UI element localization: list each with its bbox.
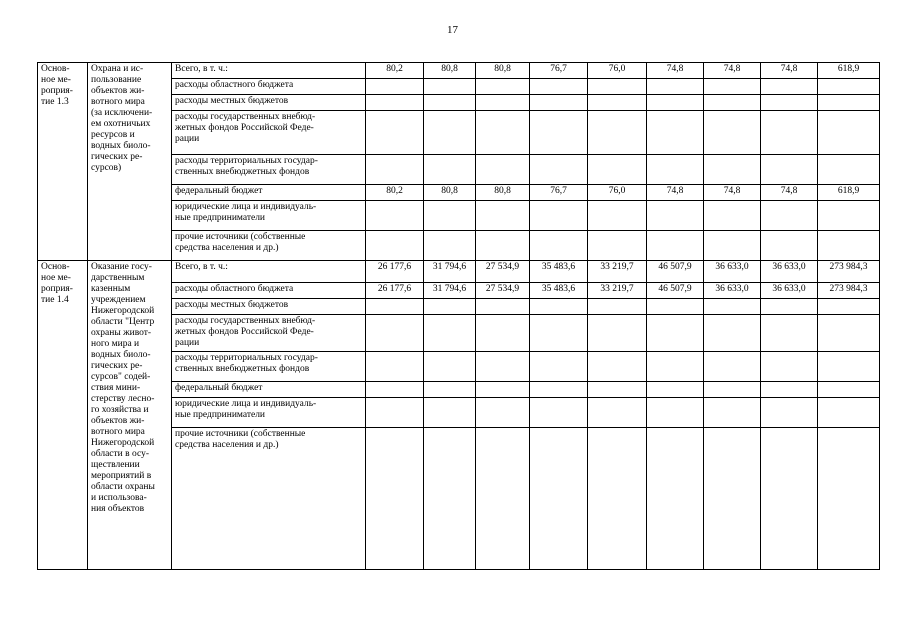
value-cell: [704, 315, 761, 352]
value-cell: [366, 382, 424, 398]
value-cell: [704, 79, 761, 95]
value-cell: 80,2: [366, 185, 424, 201]
value-cell: [476, 315, 530, 352]
funding-source-label: федеральный бюджет: [172, 382, 366, 398]
value-cell: [424, 201, 476, 231]
value-cell: [704, 382, 761, 398]
funding-source-label: прочие источники (собственные средства населения и др.): [172, 231, 366, 261]
value-cell: [588, 201, 647, 231]
value-cell: [704, 95, 761, 111]
value-cell: [476, 95, 530, 111]
value-cell: [476, 398, 530, 428]
value-cell: [588, 155, 647, 185]
value-cell: [704, 398, 761, 428]
value-cell: [424, 299, 476, 315]
measure-code: Основ- ное ме- роприя- тие 1.3: [38, 63, 88, 261]
value-cell: [647, 79, 704, 95]
value-cell: 26 177,6: [366, 261, 424, 283]
value-cell: [366, 201, 424, 231]
value-cell: [647, 315, 704, 352]
funding-source-label: расходы государственных внебюд- жетных фондов Российской Феде- рации: [172, 315, 366, 352]
value-cell: [704, 111, 761, 155]
measure-code: Основ- ное ме- роприя- тие 1.4: [38, 261, 88, 570]
value-cell: [366, 299, 424, 315]
value-cell: [476, 231, 530, 261]
value-cell: 33 219,7: [588, 283, 647, 299]
value-cell: [647, 111, 704, 155]
value-cell: [476, 428, 530, 570]
value-cell: [424, 231, 476, 261]
total-cell: [818, 155, 880, 185]
total-cell: 618,9: [818, 185, 880, 201]
value-cell: 80,8: [424, 63, 476, 79]
value-cell: 36 633,0: [704, 261, 761, 283]
value-cell: [366, 155, 424, 185]
value-cell: [366, 428, 424, 570]
value-cell: [530, 79, 588, 95]
value-cell: [761, 79, 818, 95]
table-row: [38, 63, 880, 79]
value-cell: 74,8: [761, 185, 818, 201]
value-cell: [704, 155, 761, 185]
value-cell: [476, 79, 530, 95]
value-cell: [424, 79, 476, 95]
value-cell: 80,8: [476, 185, 530, 201]
value-cell: 76,7: [530, 63, 588, 79]
value-cell: [366, 315, 424, 352]
table-body: [38, 63, 880, 570]
value-cell: 46 507,9: [647, 283, 704, 299]
value-cell: [647, 201, 704, 231]
value-cell: [588, 398, 647, 428]
value-cell: [530, 382, 588, 398]
value-cell: [476, 201, 530, 231]
value-cell: [476, 382, 530, 398]
value-cell: 36 633,0: [704, 283, 761, 299]
value-cell: [530, 299, 588, 315]
value-cell: [588, 111, 647, 155]
value-cell: [476, 111, 530, 155]
table-row: [38, 261, 880, 283]
value-cell: [366, 111, 424, 155]
value-cell: 36 633,0: [761, 283, 818, 299]
total-cell: [818, 352, 880, 382]
value-cell: [424, 95, 476, 111]
value-cell: [476, 299, 530, 315]
value-cell: [366, 231, 424, 261]
value-cell: [476, 352, 530, 382]
value-cell: 36 633,0: [761, 261, 818, 283]
value-cell: 74,8: [704, 63, 761, 79]
value-cell: 80,8: [424, 185, 476, 201]
total-cell: [818, 428, 880, 570]
value-cell: [424, 398, 476, 428]
value-cell: 76,0: [588, 63, 647, 79]
total-cell: [818, 111, 880, 155]
value-cell: 31 794,6: [424, 261, 476, 283]
value-cell: 26 177,6: [366, 283, 424, 299]
funding-source-label: прочие источники (собственные средства населения и др.): [172, 428, 366, 570]
value-cell: [424, 315, 476, 352]
value-cell: 31 794,6: [424, 283, 476, 299]
total-cell: [818, 382, 880, 398]
funding-source-label: Всего, в т. ч.:: [172, 261, 366, 283]
value-cell: [530, 231, 588, 261]
page-number: 17: [447, 24, 458, 36]
value-cell: [530, 111, 588, 155]
value-cell: [588, 382, 647, 398]
value-cell: [761, 111, 818, 155]
budget-table: [37, 62, 880, 570]
value-cell: [476, 155, 530, 185]
value-cell: [704, 352, 761, 382]
value-cell: 76,7: [530, 185, 588, 201]
funding-source-label: расходы территориальных государ- ственных внебюджетных фондов: [172, 352, 366, 382]
value-cell: [530, 155, 588, 185]
value-cell: [588, 95, 647, 111]
value-cell: [647, 231, 704, 261]
value-cell: [366, 398, 424, 428]
funding-source-label: юридические лица и индивидуаль- ные предприниматели: [172, 201, 366, 231]
total-cell: [818, 398, 880, 428]
value-cell: [761, 95, 818, 111]
funding-source-label: расходы местных бюджетов: [172, 299, 366, 315]
value-cell: [761, 428, 818, 570]
value-cell: [530, 352, 588, 382]
value-cell: [647, 299, 704, 315]
measure-name: Оказание госу- дарственным казенным учреждением Нижегородской области "Центр охраны живот- ного мира и водных биоло- гических ре- сурсов" содей- ствия мини- стерству лесно- го хозяйства и объектов жи- вотного мира Нижегородской области в осу- ществлении мероприятий в области охраны и использова- ния объектов: [88, 261, 172, 570]
value-cell: [761, 315, 818, 352]
value-cell: [588, 231, 647, 261]
funding-source-label: расходы территориальных государ- ственных внебюджетных фондов: [172, 155, 366, 185]
value-cell: [704, 299, 761, 315]
total-cell: 273 984,3: [818, 283, 880, 299]
value-cell: [761, 201, 818, 231]
value-cell: 27 534,9: [476, 261, 530, 283]
value-cell: 74,8: [647, 63, 704, 79]
total-cell: [818, 79, 880, 95]
value-cell: [530, 428, 588, 570]
value-cell: 35 483,6: [530, 283, 588, 299]
value-cell: 46 507,9: [647, 261, 704, 283]
funding-source-label: расходы областного бюджета: [172, 79, 366, 95]
value-cell: [366, 95, 424, 111]
value-cell: [647, 398, 704, 428]
value-cell: 74,8: [761, 63, 818, 79]
funding-source-label: расходы государственных внебюд- жетных фондов Российской Феде- рации: [172, 111, 366, 155]
value-cell: [530, 315, 588, 352]
value-cell: [761, 352, 818, 382]
value-cell: [424, 428, 476, 570]
value-cell: [761, 299, 818, 315]
value-cell: [588, 315, 647, 352]
total-cell: [818, 95, 880, 111]
value-cell: 33 219,7: [588, 261, 647, 283]
value-cell: [588, 352, 647, 382]
value-cell: [588, 79, 647, 95]
value-cell: 74,8: [647, 185, 704, 201]
value-cell: [647, 352, 704, 382]
value-cell: [761, 382, 818, 398]
total-cell: [818, 231, 880, 261]
total-cell: [818, 315, 880, 352]
value-cell: 74,8: [704, 185, 761, 201]
funding-source-label: федеральный бюджет: [172, 185, 366, 201]
value-cell: [761, 155, 818, 185]
value-cell: [424, 382, 476, 398]
value-cell: [761, 398, 818, 428]
value-cell: 80,2: [366, 63, 424, 79]
value-cell: [366, 352, 424, 382]
value-cell: [530, 95, 588, 111]
value-cell: [530, 201, 588, 231]
value-cell: [588, 428, 647, 570]
value-cell: 76,0: [588, 185, 647, 201]
funding-source-label: юридические лица и индивидуаль- ные предприниматели: [172, 398, 366, 428]
value-cell: [366, 79, 424, 95]
value-cell: 80,8: [476, 63, 530, 79]
funding-source-label: Всего, в т. ч.:: [172, 63, 366, 79]
value-cell: [704, 201, 761, 231]
total-cell: 618,9: [818, 63, 880, 79]
value-cell: [647, 428, 704, 570]
funding-source-label: расходы областного бюджета: [172, 283, 366, 299]
value-cell: 35 483,6: [530, 261, 588, 283]
value-cell: [704, 231, 761, 261]
value-cell: [588, 299, 647, 315]
value-cell: [424, 155, 476, 185]
total-cell: 273 984,3: [818, 261, 880, 283]
value-cell: [530, 398, 588, 428]
value-cell: [761, 231, 818, 261]
value-cell: [424, 352, 476, 382]
funding-source-label: расходы местных бюджетов: [172, 95, 366, 111]
value-cell: [647, 155, 704, 185]
total-cell: [818, 201, 880, 231]
value-cell: [704, 428, 761, 570]
value-cell: 27 534,9: [476, 283, 530, 299]
value-cell: [424, 111, 476, 155]
measure-name: Охрана и ис- пользование объектов жи- вотного мира (за исключени- ем охотничьих ресурсов и водных биоло- гических ре- сурсов): [88, 63, 172, 261]
value-cell: [647, 382, 704, 398]
total-cell: [818, 299, 880, 315]
value-cell: [647, 95, 704, 111]
